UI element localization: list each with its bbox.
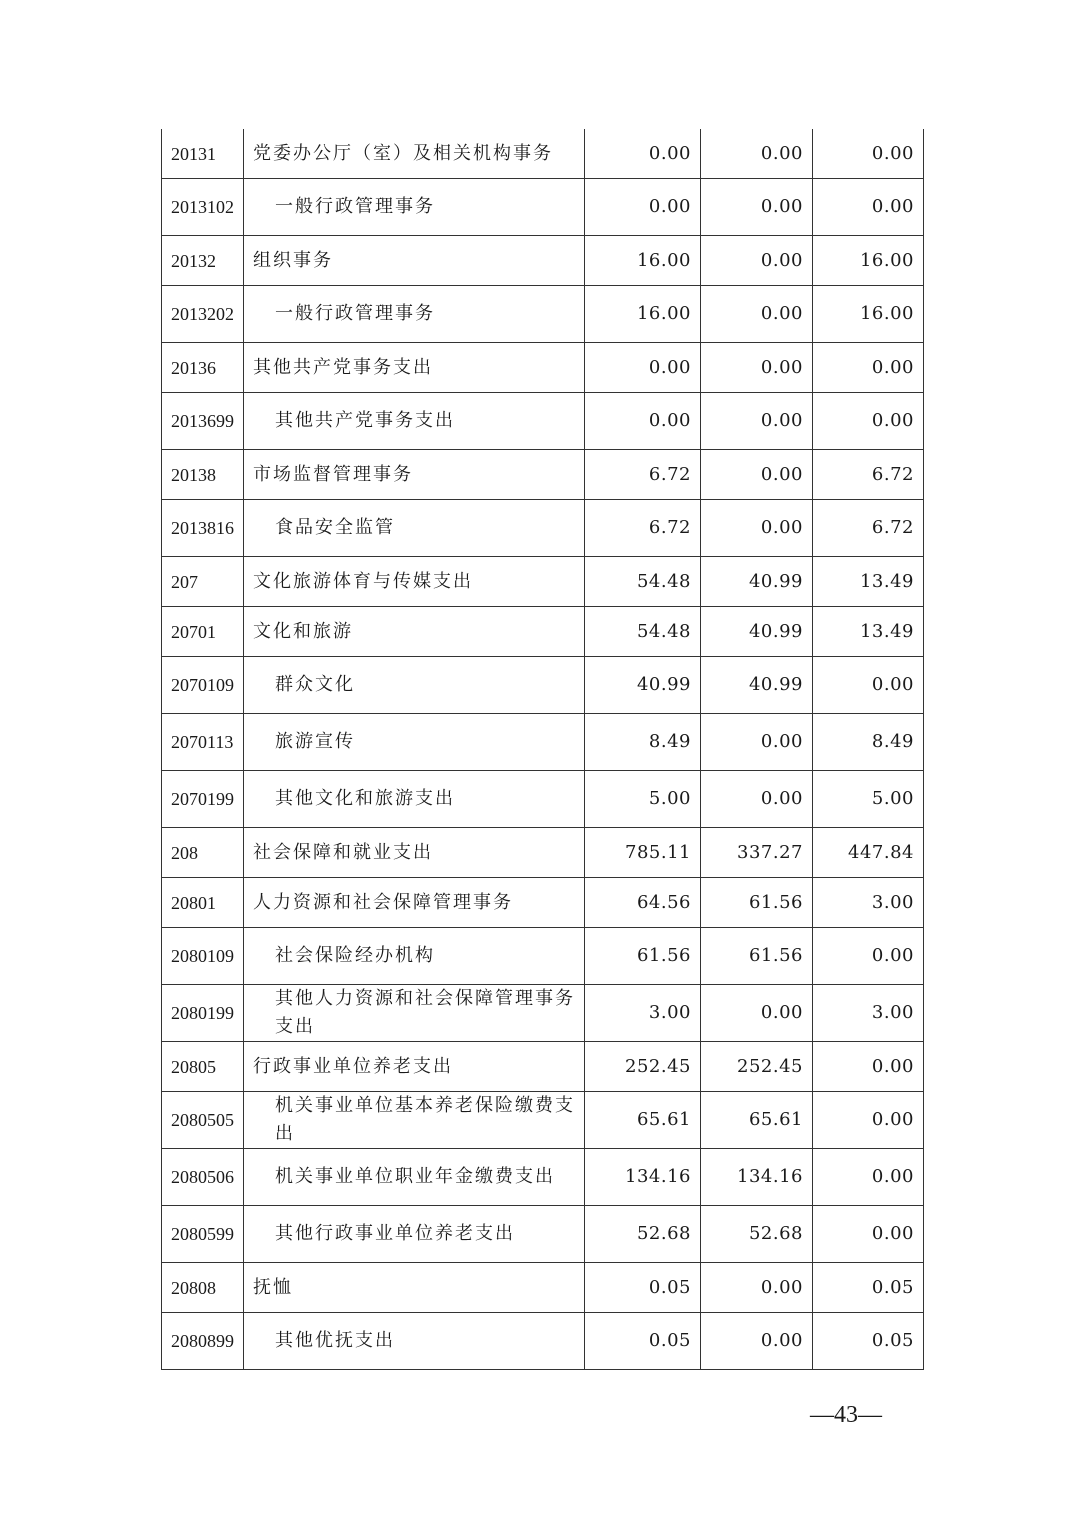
basic-expenditure-cell: 0.00: [701, 1263, 813, 1313]
basic-expenditure-cell: 0.00: [701, 500, 813, 557]
subject-name-cell: 其他行政事业单位养老支出: [244, 1206, 585, 1263]
total-amount-cell: 0.00: [585, 343, 701, 393]
basic-expenditure-cell: 65.61: [701, 1092, 813, 1149]
total-amount-cell: 16.00: [585, 236, 701, 286]
subject-code-cell: 20808: [162, 1263, 244, 1313]
table-row: [162, 450, 924, 500]
table-row: [162, 607, 924, 657]
subject-name-cell: 社会保障和就业支出: [244, 828, 585, 878]
subject-code-cell: 2080199: [162, 985, 244, 1042]
basic-expenditure-cell: 40.99: [701, 557, 813, 607]
subject-code-cell: 2080109: [162, 928, 244, 985]
total-amount-cell: 54.48: [585, 607, 701, 657]
table-row: [162, 985, 924, 1042]
table-row: [162, 236, 924, 286]
total-amount-cell: 54.48: [585, 557, 701, 607]
basic-expenditure-cell: 61.56: [701, 878, 813, 928]
total-amount-cell: 65.61: [585, 1092, 701, 1149]
total-amount-cell: 61.56: [585, 928, 701, 985]
table-row: [162, 343, 924, 393]
total-amount-cell: 252.45: [585, 1042, 701, 1092]
subject-name-cell: 行政事业单位养老支出: [244, 1042, 585, 1092]
subject-code-cell: 208: [162, 828, 244, 878]
subject-code-cell: 2080599: [162, 1206, 244, 1263]
basic-expenditure-cell: 52.68: [701, 1206, 813, 1263]
table-row: [162, 1263, 924, 1313]
subject-code-cell: 2070109: [162, 657, 244, 714]
subject-name-cell: 抚恤: [244, 1263, 585, 1313]
basic-expenditure-cell: 252.45: [701, 1042, 813, 1092]
table-row: [162, 878, 924, 928]
project-expenditure-cell: 3.00: [813, 878, 924, 928]
total-amount-cell: 0.00: [585, 393, 701, 450]
table-row: [162, 286, 924, 343]
project-expenditure-cell: 0.00: [813, 1206, 924, 1263]
table-row: [162, 1042, 924, 1092]
basic-expenditure-cell: 0.00: [701, 129, 813, 179]
project-expenditure-cell: 13.49: [813, 557, 924, 607]
project-expenditure-cell: 0.00: [813, 657, 924, 714]
subject-code-cell: 20138: [162, 450, 244, 500]
subject-name-cell: 文化和旅游: [244, 607, 585, 657]
subject-name-cell: 党委办公厅（室）及相关机构事务: [244, 129, 585, 179]
basic-expenditure-cell: 0.00: [701, 771, 813, 828]
table-row: [162, 657, 924, 714]
total-amount-cell: 785.11: [585, 828, 701, 878]
subject-name-cell: 社会保险经办机构: [244, 928, 585, 985]
project-expenditure-cell: 0.05: [813, 1313, 924, 1370]
project-expenditure-cell: 0.00: [813, 343, 924, 393]
table-row: [162, 557, 924, 607]
basic-expenditure-cell: 0.00: [701, 236, 813, 286]
page-number: —43—: [810, 1402, 882, 1428]
total-amount-cell: 0.00: [585, 179, 701, 236]
budget-table: [161, 129, 924, 1370]
basic-expenditure-cell: 61.56: [701, 928, 813, 985]
project-expenditure-cell: 0.00: [813, 179, 924, 236]
project-expenditure-cell: 16.00: [813, 236, 924, 286]
subject-name-cell: 旅游宣传: [244, 714, 585, 771]
subject-code-cell: 20801: [162, 878, 244, 928]
project-expenditure-cell: 0.00: [813, 928, 924, 985]
subject-name-cell: 机关事业单位职业年金缴费支出: [244, 1149, 585, 1206]
subject-code-cell: 2013699: [162, 393, 244, 450]
basic-expenditure-cell: 337.27: [701, 828, 813, 878]
project-expenditure-cell: 0.00: [813, 1092, 924, 1149]
subject-name-cell: 其他优抚支出: [244, 1313, 585, 1370]
subject-name-cell: 群众文化: [244, 657, 585, 714]
project-expenditure-cell: 0.00: [813, 1149, 924, 1206]
total-amount-cell: 0.05: [585, 1313, 701, 1370]
subject-name-cell: 其他人力资源和社会保障管理事务支出: [244, 985, 585, 1042]
basic-expenditure-cell: 0.00: [701, 286, 813, 343]
subject-name-cell: 一般行政管理事务: [244, 179, 585, 236]
subject-name-cell: 其他文化和旅游支出: [244, 771, 585, 828]
subject-code-cell: 207: [162, 557, 244, 607]
basic-expenditure-cell: 0.00: [701, 343, 813, 393]
table-row: [162, 500, 924, 557]
subject-name-cell: 人力资源和社会保障管理事务: [244, 878, 585, 928]
subject-code-cell: 2070199: [162, 771, 244, 828]
total-amount-cell: 52.68: [585, 1206, 701, 1263]
project-expenditure-cell: 6.72: [813, 450, 924, 500]
subject-name-cell: 一般行政管理事务: [244, 286, 585, 343]
project-expenditure-cell: 447.84: [813, 828, 924, 878]
table-row: [162, 1092, 924, 1149]
basic-expenditure-cell: 0.00: [701, 1313, 813, 1370]
table-row: [162, 714, 924, 771]
subject-code-cell: 20136: [162, 343, 244, 393]
total-amount-cell: 0.00: [585, 129, 701, 179]
total-amount-cell: 8.49: [585, 714, 701, 771]
table-row: [162, 1313, 924, 1370]
subject-name-cell: 机关事业单位基本养老保险缴费支出: [244, 1092, 585, 1149]
subject-code-cell: 20701: [162, 607, 244, 657]
project-expenditure-cell: 0.05: [813, 1263, 924, 1313]
total-amount-cell: 134.16: [585, 1149, 701, 1206]
subject-code-cell: 2080506: [162, 1149, 244, 1206]
project-expenditure-cell: 0.00: [813, 1042, 924, 1092]
subject-name-cell: 市场监督管理事务: [244, 450, 585, 500]
subject-name-cell: 食品安全监管: [244, 500, 585, 557]
subject-code-cell: 2013202: [162, 286, 244, 343]
total-amount-cell: 3.00: [585, 985, 701, 1042]
subject-name-cell: 文化旅游体育与传媒支出: [244, 557, 585, 607]
project-expenditure-cell: 13.49: [813, 607, 924, 657]
basic-expenditure-cell: 0.00: [701, 179, 813, 236]
table-row: [162, 771, 924, 828]
subject-code-cell: 20805: [162, 1042, 244, 1092]
total-amount-cell: 6.72: [585, 500, 701, 557]
basic-expenditure-cell: 0.00: [701, 393, 813, 450]
subject-code-cell: 20132: [162, 236, 244, 286]
total-amount-cell: 5.00: [585, 771, 701, 828]
project-expenditure-cell: 3.00: [813, 985, 924, 1042]
project-expenditure-cell: 0.00: [813, 393, 924, 450]
project-expenditure-cell: 6.72: [813, 500, 924, 557]
subject-code-cell: 2080505: [162, 1092, 244, 1149]
basic-expenditure-cell: 40.99: [701, 607, 813, 657]
subject-code-cell: 20131: [162, 129, 244, 179]
subject-name-cell: 组织事务: [244, 236, 585, 286]
table-row: [162, 1206, 924, 1263]
table-row: [162, 1149, 924, 1206]
table-row: [162, 928, 924, 985]
basic-expenditure-cell: 0.00: [701, 450, 813, 500]
total-amount-cell: 16.00: [585, 286, 701, 343]
subject-code-cell: 2013816: [162, 500, 244, 557]
basic-expenditure-cell: 0.00: [701, 714, 813, 771]
subject-code-cell: 2070113: [162, 714, 244, 771]
total-amount-cell: 40.99: [585, 657, 701, 714]
basic-expenditure-cell: 40.99: [701, 657, 813, 714]
project-expenditure-cell: 8.49: [813, 714, 924, 771]
basic-expenditure-cell: 134.16: [701, 1149, 813, 1206]
project-expenditure-cell: 0.00: [813, 129, 924, 179]
table-row: [162, 179, 924, 236]
table-row: [162, 129, 924, 179]
table-row: [162, 393, 924, 450]
budget-table-body: [162, 129, 924, 1370]
basic-expenditure-cell: 0.00: [701, 985, 813, 1042]
total-amount-cell: 64.56: [585, 878, 701, 928]
subject-code-cell: 2080899: [162, 1313, 244, 1370]
subject-name-cell: 其他共产党事务支出: [244, 393, 585, 450]
subject-name-cell: 其他共产党事务支出: [244, 343, 585, 393]
total-amount-cell: 6.72: [585, 450, 701, 500]
subject-code-cell: 2013102: [162, 179, 244, 236]
total-amount-cell: 0.05: [585, 1263, 701, 1313]
project-expenditure-cell: 5.00: [813, 771, 924, 828]
project-expenditure-cell: 16.00: [813, 286, 924, 343]
table-row: [162, 828, 924, 878]
